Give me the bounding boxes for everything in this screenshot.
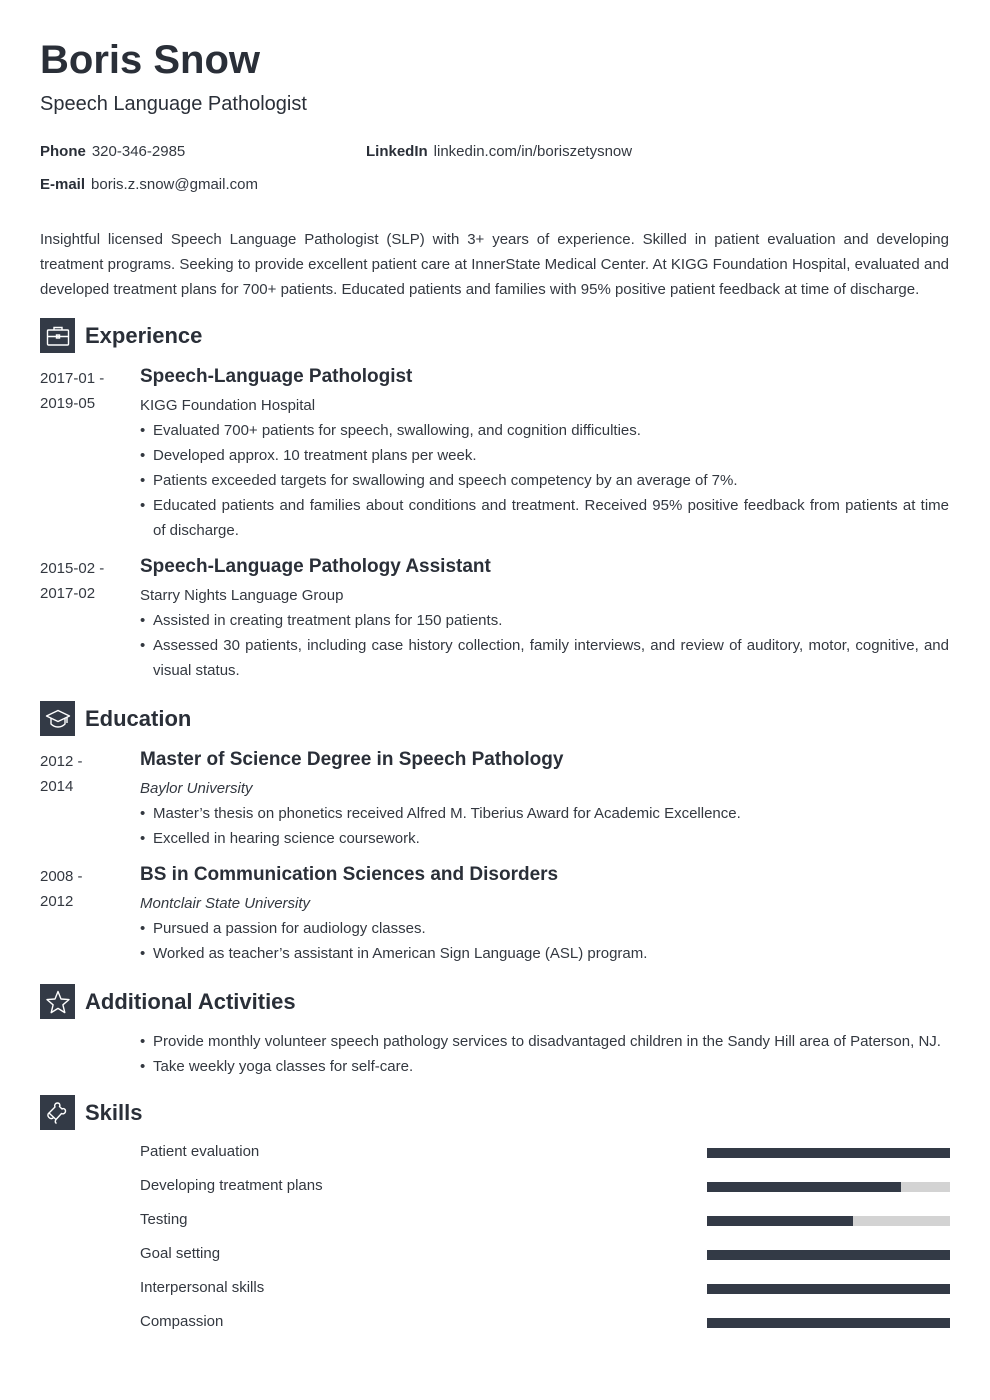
list-item: • Developed approx. 10 treatment plans per week. — [140, 443, 949, 468]
skills-list — [140, 1140, 950, 1344]
list-item: • Evaluated 700+ patients for speech, swallowing, and cognition difficulties. — [140, 418, 949, 443]
list-item: • Pursued a passion for audiology classes. — [140, 916, 949, 941]
skill-row — [140, 1174, 950, 1208]
activities-section-title: Additional Activities — [85, 988, 296, 1014]
activities-section-header — [40, 984, 296, 1019]
degree-title: BS in Communication Sciences and Disorders — [140, 864, 559, 885]
education-bullets — [140, 916, 949, 966]
email-label: E-mail — [40, 176, 86, 193]
experience-section-header — [40, 318, 202, 353]
skill-level-fill — [707, 1318, 950, 1328]
experience-dates — [40, 366, 130, 416]
skill-level-bar — [707, 1318, 950, 1328]
list-item: • Educated patients and families about conditions and treatment. Received 95% positive feedback from patients at time of discharge. — [140, 493, 949, 543]
skill-name: Patient evaluation — [140, 1143, 260, 1160]
date-start: 2012 - — [40, 753, 83, 770]
date-end: 2019-05 — [40, 395, 96, 412]
list-item: • Master’s thesis on phonetics received Alfred M. Tiberius Award for Academic Excellence. — [140, 801, 949, 826]
skill-level-bar — [707, 1284, 950, 1294]
skill-row — [140, 1208, 950, 1242]
date-start: 2017-01 - — [40, 370, 105, 387]
education-section-header — [40, 701, 191, 736]
experience-bullets — [140, 608, 949, 683]
candidate-name: Boris Snow — [40, 38, 261, 82]
skill-name: Interpersonal skills — [140, 1279, 265, 1296]
contact-phone — [40, 142, 185, 162]
contact-email — [40, 175, 258, 195]
date-end: 2014 — [40, 778, 74, 795]
puzzle-icon — [40, 1095, 75, 1130]
graduation-cap-icon — [40, 701, 75, 736]
candidate-title: Speech Language Pathologist — [40, 93, 307, 115]
skill-name: Developing treatment plans — [140, 1177, 323, 1194]
list-item: • Provide monthly volunteer speech pathology services to disadvantaged children in the Sandy Hill area of Paterson, NJ. — [140, 1029, 949, 1054]
skill-row — [140, 1140, 950, 1174]
skills-section-header — [40, 1095, 142, 1130]
education-bullets — [140, 801, 949, 851]
job-title: Speech-Language Pathologist — [140, 366, 413, 387]
linkedin-label: LinkedIn — [366, 143, 428, 160]
education-dates — [40, 864, 130, 914]
skill-level-bar — [707, 1148, 950, 1158]
star-icon — [40, 984, 75, 1019]
degree-title: Master of Science Degree in Speech Pathology — [140, 749, 564, 770]
email-value[interactable]: boris.z.snow@gmail.com — [91, 176, 258, 193]
experience-section-title: Experience — [85, 322, 203, 348]
skill-level-fill — [707, 1216, 853, 1226]
list-item: • Take weekly yoga classes for self-care. — [140, 1054, 949, 1079]
skill-name: Goal setting — [140, 1245, 221, 1262]
linkedin-value[interactable]: linkedin.com/in/boriszetysnow — [433, 143, 633, 160]
education-dates — [40, 749, 130, 799]
phone-value: 320-346-2985 — [91, 143, 186, 160]
contact-linkedin — [366, 142, 632, 162]
date-end: 2017-02 — [40, 585, 96, 602]
list-item: • Worked as teacher’s assistant in American Sign Language (ASL) program. — [140, 941, 949, 966]
skill-level-bar — [707, 1182, 950, 1192]
experience-dates — [40, 556, 130, 606]
education-section-title: Education — [85, 705, 192, 731]
skill-name: Compassion — [140, 1313, 224, 1330]
skill-name: Testing — [140, 1211, 188, 1228]
employer: KIGG Foundation Hospital — [140, 397, 316, 414]
activities-bullets — [140, 1029, 949, 1079]
skill-level-bar — [707, 1216, 950, 1226]
skill-row — [140, 1310, 950, 1344]
skills-section-title: Skills — [85, 1099, 143, 1125]
employer: Starry Nights Language Group — [140, 587, 344, 604]
phone-label: Phone — [40, 143, 86, 160]
profile-summary: Insightful licensed Speech Language Pathologist (SLP) with 3+ years of experience. Skilled in patient evaluation and developing treatment programs. Seeking to provide excellent patient care at InnerState Medical Center. At KIGG Foundation Hospital, evaluated and developed treatment plans for 700+ patients. Educated patients and families with 95% positive patient feedback at time of discharge. — [40, 231, 949, 298]
skill-row — [140, 1276, 950, 1310]
school-name: Montclair State University — [140, 895, 311, 912]
skill-level-fill — [707, 1250, 950, 1260]
skill-row — [140, 1242, 950, 1276]
date-end: 2012 — [40, 893, 74, 910]
briefcase-icon — [40, 318, 75, 353]
job-title: Speech-Language Pathology Assistant — [140, 556, 491, 577]
skill-level-bar — [707, 1250, 950, 1260]
list-item: • Excelled in hearing science coursework. — [140, 826, 949, 851]
skill-level-fill — [707, 1182, 901, 1192]
skill-level-fill — [707, 1284, 950, 1294]
list-item: • Assisted in creating treatment plans for 150 patients. — [140, 608, 949, 633]
school-name: Baylor University — [140, 780, 253, 797]
experience-bullets — [140, 418, 949, 543]
skill-level-fill — [707, 1148, 950, 1158]
list-item: • Patients exceeded targets for swallowing and speech competency by an average of 7%. — [140, 468, 949, 493]
date-start: 2015-02 - — [40, 560, 105, 577]
date-start: 2008 - — [40, 868, 83, 885]
list-item: • Assessed 30 patients, including case history collection, family interviews, and review of auditory, motor, cognitive, and visual status. — [140, 633, 949, 683]
